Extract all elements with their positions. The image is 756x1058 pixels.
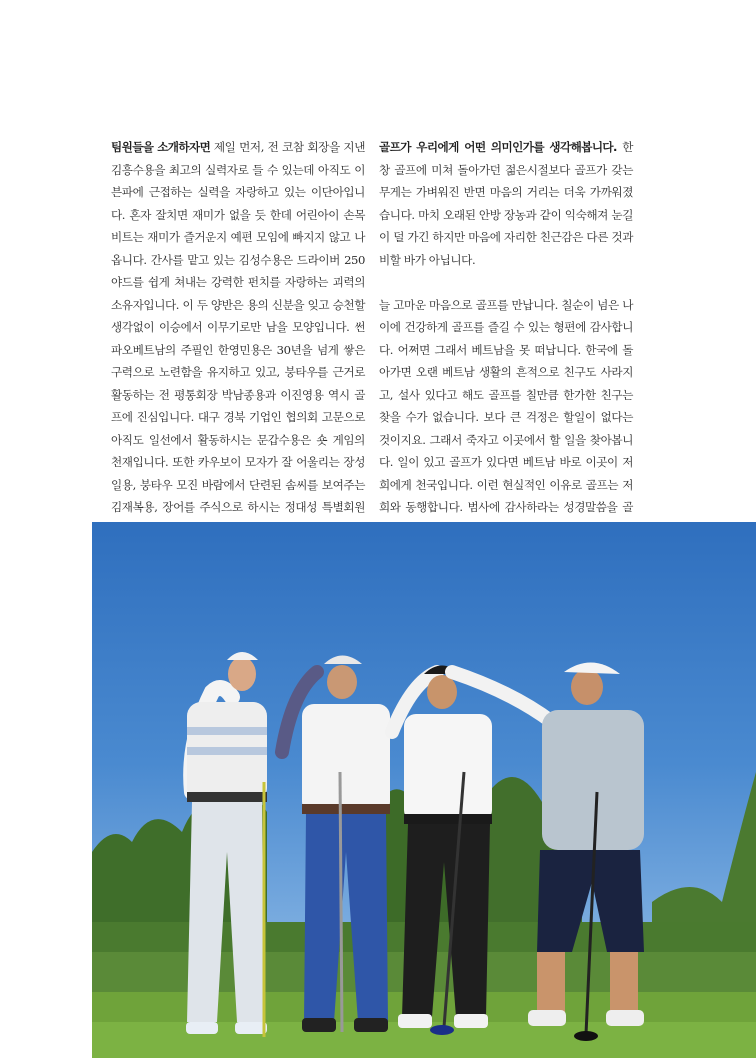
right-text-column — [379, 136, 633, 541]
right-paragraph-2: 늘 고마운 마음으로 골프를 만납니다. 칠순이 넘은 나이에 건강하게 골프를 즐길 수 있는 형편에 감사합니다. 어쩌면 그래서 베트남을 못 떠납니다. 한국에 돌아가면 오랜 베트남 생활의 흔적으로 친구도 사라지고, 설사 있다고 해도 골프를 칠만큼 한가한 친구는 찾을 수가 없습니다. 보다 큰 걱정은 할일이 없다는 것이지요. 그래서 죽자고 이곳에서 할 일을 찾아봅니다. 일이 있고 골프가 있다면 베트남 바로 이곳이 저희에게 천국입니다. 이런 현실적인 이유로 골프는 저희와 동행합니다. 범사에 감사하라는 성경말씀을 골 — [379, 297, 633, 514]
golfers-photo — [92, 522, 756, 1058]
left-paragraph-1-body: 제일 먼저, 전 코참 회장을 지낸 김흥수용을 최고의 실력자로 들 수 있는데 아직도 이븐파에 근접하는 실력을 자랑하고 있는 이단아입니다. 혼자 잘치면 재미가 없을 듯 한데 어린아이 손목 비트는 재미가 즐거운지 예편 모임에 빠지지 않고 나옵니다. 간사를 맡고 있는 김성수용은 드라이버 250야드를 쉽게 쳐내는 강력한 펀치를 자랑하는 괴력의 소유자입니다. 이 두 양반은 용의 신분을 잊고 승천할 생각없이 이승에서 이무기로만 남을 모양입니다. 썬파오베트남의 주필인 한영민용은 30년을 넘게 쌓은 구력으로 노련함을 유지하고 있고, 붕타우를 근거로 활동하는 전 평통회장 박남종용과 이진영용 역시 골프에 진심입니다. 대구 경북 기업인 협의회 고문으로 아직도 일선에서 활동하시는 문갑수용은 숏 게임의 천재입니다. 또한 카우보이 모자가 잘 어울리는 장성일용, 붕타우 모진 바람에서 단련된 솜씨를 보여주는 김재복용, 장어를 주식으로 하시는 정대성 특별회원 — [111, 140, 365, 514]
right-lead-phrase: 골프가 우리에게 어떤 의미인가를 생각해봅니다. — [379, 140, 617, 154]
right-paragraph-1-body: 한창 골프에 미쳐 돌아가던 젊은시절보다 골프가 갖는 무게는 가벼워진 반면 마음의 거리는 더욱 가까워졌습니다. 마치 오래된 안방 장농과 같이 익숙해져 눈길이 덜 가긴 하지만 마음에 자리한 친근감은 다른 것과 비할 바가 아닙니다. — [379, 140, 634, 267]
left-lead-phrase: 팀원들을 소개하자면 — [111, 140, 211, 154]
left-text-column — [111, 136, 365, 541]
right-paragraph-1 — [379, 136, 633, 271]
golfers-illustration — [92, 522, 756, 1058]
left-paragraph-1 — [111, 136, 365, 541]
